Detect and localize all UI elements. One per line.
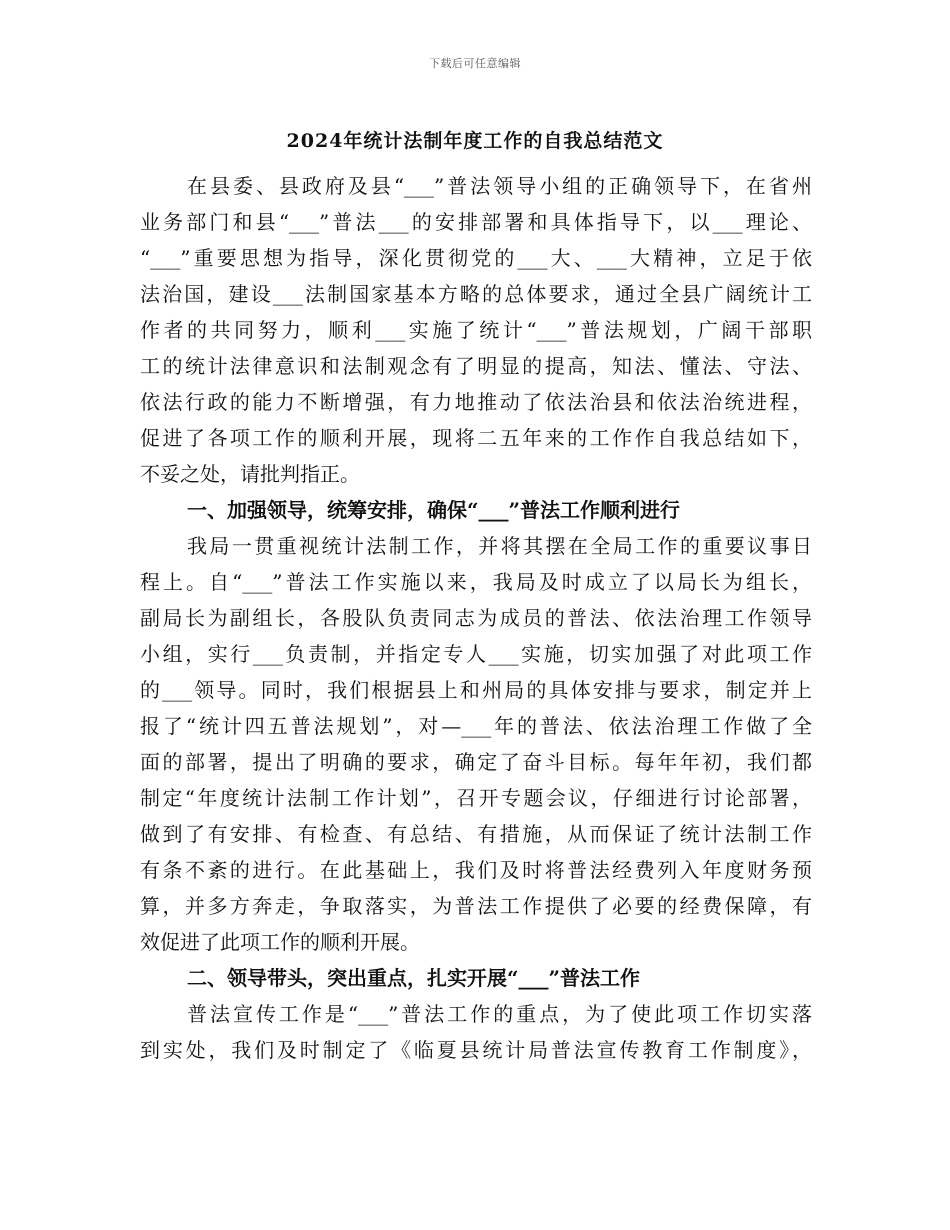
- paragraph-line: 小组，实行___负责制，并指定专人___实施，切实加强了对此项工作: [140, 642, 812, 666]
- document-title: 2024年统计法制年度工作的自我总结范文: [286, 130, 664, 152]
- section-heading: 二、领导带头，突出重点，扎实开展“___”普法工作: [187, 966, 641, 990]
- paragraph-line: “___”重要思想为指导，深化贯彻党的___大、___大精神，立足于依: [140, 246, 812, 270]
- paragraph-line: 程上。自“___”普法工作实施以来，我局及时成立了以局长为组长，: [140, 570, 812, 594]
- paragraph-line: 作者的共同努力，顺利___实施了统计“___”普法规划，广阔干部职: [140, 318, 812, 342]
- paragraph-line: 业务部门和县“___”普法___的安排部署和具体指导下，以___理论、: [140, 210, 812, 234]
- paragraph-line: 副局长为副组长，各股队负责同志为成员的普法、依法治理工作领导: [140, 606, 812, 630]
- paragraph-line: 的___领导。同时，我们根据县上和州局的具体安排与要求，制定并上: [140, 678, 812, 702]
- paragraph-line: 我局一贯重视统计法制工作，并将其摆在全局工作的重要议事日: [187, 534, 812, 558]
- section-heading: 一、加强领导，统筹安排，确保“___”普法工作顺利进行: [187, 498, 681, 522]
- paragraph-line: 效促进了此项工作的顺利开展。: [140, 930, 420, 954]
- paragraph-line: 面的部署，提出了明确的要求，确定了奋斗目标。每年年初，我们都: [140, 750, 812, 774]
- paragraph-line: 在县委、县政府及县“___”普法领导小组的正确领导下，在省州: [187, 174, 812, 198]
- paragraph-line: 到实处，我们及时制定了《临夏县统计局普法宣传教育工作制度》，: [140, 1038, 812, 1062]
- paragraph-line: 不妥之处，请批判指正。: [140, 462, 360, 486]
- paragraph-line: 普法宣传工作是“___”普法工作的重点，为了使此项工作切实落: [187, 1002, 812, 1026]
- paragraph-line: 算，并多方奔走，争取落实，为普法工作提供了必要的经费保障，有: [140, 894, 812, 918]
- paragraph-line: 依法行政的能力不断增强，有力地推动了依法治县和依法治统进程，: [140, 390, 812, 414]
- paragraph-line: 工的统计法律意识和法制观念有了明显的提高，知法、懂法、守法、: [140, 354, 812, 378]
- paragraph-line: 促进了各项工作的顺利开展，现将二五年来的工作作自我总结如下，: [140, 426, 812, 450]
- paragraph-line: 法治国，建设___法制国家基本方略的总体要求，通过全县广阔统计工: [140, 282, 812, 306]
- paragraph-line: 做到了有安排、有检查、有总结、有措施，从而保证了统计法制工作: [140, 822, 812, 846]
- paragraph-line: 有条不紊的进行。在此基础上，我们及时将普法经费列入年度财务预: [140, 858, 812, 882]
- paragraph-line: 制定“年度统计法制工作计划”，召开专题会议，仔细进行讨论部署，: [140, 786, 812, 810]
- paragraph-line: 报了“统计四五普法规划”，对—___年的普法、依法治理工作做了全: [140, 714, 812, 738]
- header-note: 下载后可任意编辑: [429, 57, 521, 70]
- document-body: [140, 168, 812, 1068]
